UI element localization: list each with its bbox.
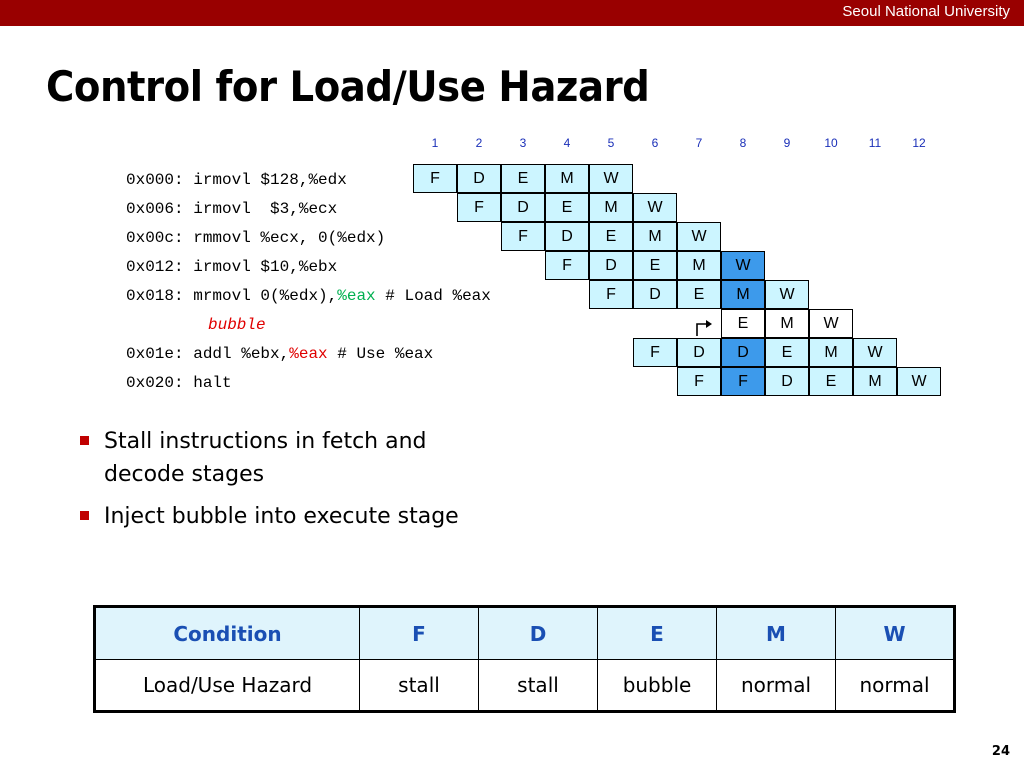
instruction-text: rmmovl %ecx, 0(%edx) <box>193 229 386 247</box>
instruction-line <box>126 373 232 393</box>
table-header-row <box>95 607 955 660</box>
pipeline-stage-cell: F <box>589 280 633 309</box>
pipeline-stage-cell: D <box>457 164 501 193</box>
pipeline-stage-cell: D <box>545 222 589 251</box>
pipeline-stage-cell: F <box>501 222 545 251</box>
cycle-number: 7 <box>695 136 703 150</box>
header-f: F <box>360 607 479 660</box>
pipeline-stage-cell: F <box>721 367 765 396</box>
instruction-address: 0x000: <box>126 171 184 189</box>
pipeline-stage-cell: E <box>501 164 545 193</box>
pipeline-stage-cell: F <box>545 251 589 280</box>
pipeline-stage-cell: F <box>633 338 677 367</box>
instruction-address: 0x018: <box>126 287 184 305</box>
instruction-address: 0x01e: <box>126 345 184 363</box>
pipeline-stage-cell: D <box>589 251 633 280</box>
pipeline-stage-cell: D <box>677 338 721 367</box>
cycle-number: 2 <box>475 136 483 150</box>
pipeline-control-table <box>93 605 956 713</box>
bubble-label: bubble <box>208 316 266 334</box>
bullet-text: Stall instructions in fetch and decode stages <box>104 429 427 487</box>
pipeline-stage-cell: W <box>765 280 809 309</box>
pipeline-stage-cell: M <box>809 338 853 367</box>
instruction-text: irmovl $10,%ebx <box>193 258 338 276</box>
instruction-line <box>126 199 337 219</box>
pipeline-stage-cell: E <box>809 367 853 396</box>
page-number: 24 <box>991 744 1010 759</box>
cycle-number: 9 <box>783 136 791 150</box>
instruction-text: addl %ebx, <box>193 345 290 363</box>
header-w: W <box>836 607 955 660</box>
pipeline-stage-cell: E <box>721 309 765 338</box>
pipeline-stage-cell: M <box>633 222 677 251</box>
pipeline-stage-cell: M <box>589 193 633 222</box>
used-register: %eax <box>289 345 328 363</box>
pipeline-stage-cell: E <box>765 338 809 367</box>
cycle-number: 11 <box>868 136 882 150</box>
instruction-text: irmovl $128,%edx <box>193 171 347 189</box>
pipeline-stage-cell: W <box>897 367 941 396</box>
instruction-address: 0x00c: <box>126 229 184 247</box>
instruction-text: irmovl $3,%ecx <box>193 200 338 218</box>
pipeline-stage-cell: F <box>413 164 457 193</box>
header-bar <box>0 0 1024 26</box>
bubble-line <box>208 315 266 335</box>
pipeline-stage-cell: M <box>765 309 809 338</box>
instruction-comment: # Use %eax <box>327 345 434 363</box>
cell-f: stall <box>360 660 479 712</box>
pipeline-stage-cell: W <box>589 164 633 193</box>
pipeline-stage-cell: W <box>721 251 765 280</box>
cell-m: normal <box>717 660 836 712</box>
pipeline-stage-cell: W <box>633 193 677 222</box>
cycle-number: 10 <box>824 136 838 150</box>
header-condition: Condition <box>95 607 360 660</box>
pipeline-stage-cell: D <box>501 193 545 222</box>
pipeline-stage-cell: F <box>457 193 501 222</box>
instruction-address: 0x006: <box>126 200 184 218</box>
pipeline-stage-cell: D <box>633 280 677 309</box>
university-name: Seoul National University <box>842 3 1010 20</box>
cell-d: stall <box>479 660 598 712</box>
pipeline-stage-cell: W <box>809 309 853 338</box>
cell-condition: Load/Use Hazard <box>95 660 360 712</box>
pipeline-stage-cell: D <box>765 367 809 396</box>
cell-e: bubble <box>598 660 717 712</box>
pipeline-stage-cell: E <box>633 251 677 280</box>
bullet-marker <box>80 511 89 520</box>
instruction-line <box>126 228 385 248</box>
loaded-register: %eax <box>337 287 376 305</box>
instruction-address: 0x012: <box>126 258 184 276</box>
cycle-number: 8 <box>739 136 747 150</box>
instruction-text: mrmovl 0(%edx), <box>193 287 338 305</box>
pipeline-stage-cell: W <box>677 222 721 251</box>
pipeline-stage-cell: M <box>545 164 589 193</box>
instruction-line <box>126 170 347 190</box>
pipeline-stage-cell: E <box>545 193 589 222</box>
instruction-comment: # Load %eax <box>375 287 491 305</box>
cycle-number: 4 <box>563 136 571 150</box>
pipeline-stage-cell: D <box>721 338 765 367</box>
instruction-line-load <box>126 286 491 306</box>
cycle-number: 12 <box>912 136 926 150</box>
cell-w: normal <box>836 660 955 712</box>
cycle-number: 3 <box>519 136 527 150</box>
pipeline-stage-cell: M <box>677 251 721 280</box>
pipeline-stage-cell: E <box>589 222 633 251</box>
instruction-line <box>126 257 337 277</box>
pipeline-stage-cell: M <box>853 367 897 396</box>
cycle-number: 5 <box>607 136 615 150</box>
cycle-number: 1 <box>431 136 439 150</box>
bullet-marker <box>80 436 89 445</box>
pipeline-stage-cell: W <box>853 338 897 367</box>
slide-title: Control for Load/Use Hazard <box>46 62 650 111</box>
header-d: D <box>479 607 598 660</box>
pipeline-stage-cell: M <box>721 280 765 309</box>
instruction-line-use <box>126 344 433 364</box>
instruction-address: 0x020: <box>126 374 184 392</box>
table-row <box>95 660 955 712</box>
cycle-number: 6 <box>651 136 659 150</box>
pipeline-stage-cell: E <box>677 280 721 309</box>
pipeline-stage-cell: F <box>677 367 721 396</box>
bubble-insert-arrow-icon <box>690 318 716 338</box>
instruction-text: halt <box>193 374 232 392</box>
bullet-text: Inject bubble into execute stage <box>104 504 459 529</box>
header-e: E <box>598 607 717 660</box>
header-m: M <box>717 607 836 660</box>
